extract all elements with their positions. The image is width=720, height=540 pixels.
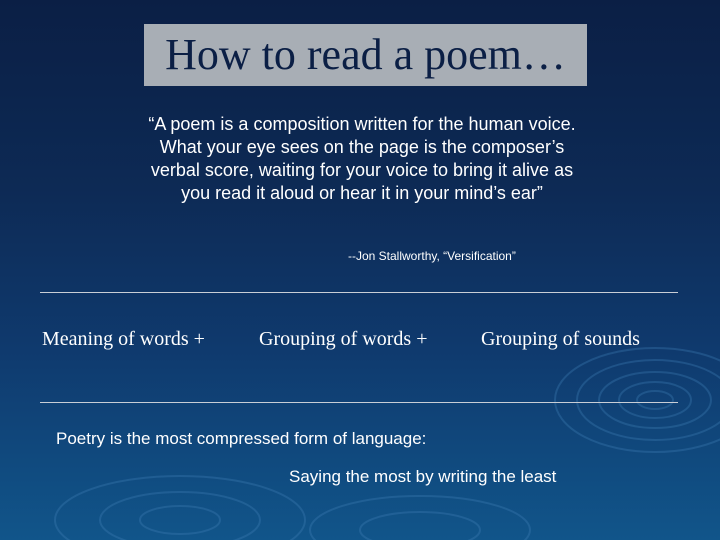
quote-attribution: --Jon Stallworthy, “Versification” [348, 249, 516, 263]
formula-meaning-of-words: Meaning of words + [42, 328, 205, 350]
main-point: Poetry is the most compressed form of language: [56, 429, 427, 448]
slide-title: How to read a poem… [165, 30, 566, 79]
title-box [144, 24, 587, 86]
formula-grouping-of-sounds: Grouping of sounds [481, 328, 640, 350]
divider-bottom [40, 402, 678, 403]
formula-grouping-of-words: Grouping of words + [259, 328, 428, 350]
sub-point: Saying the most by writing the least [289, 467, 557, 486]
divider-top [40, 292, 678, 293]
poem-quote: “A poem is a composition written for the human voice. What your eye sees on the page is the composer’s verbal score, waiting for your voice to bring it alive as you read it aloud or hear it in your mind’s ear” [148, 114, 576, 203]
